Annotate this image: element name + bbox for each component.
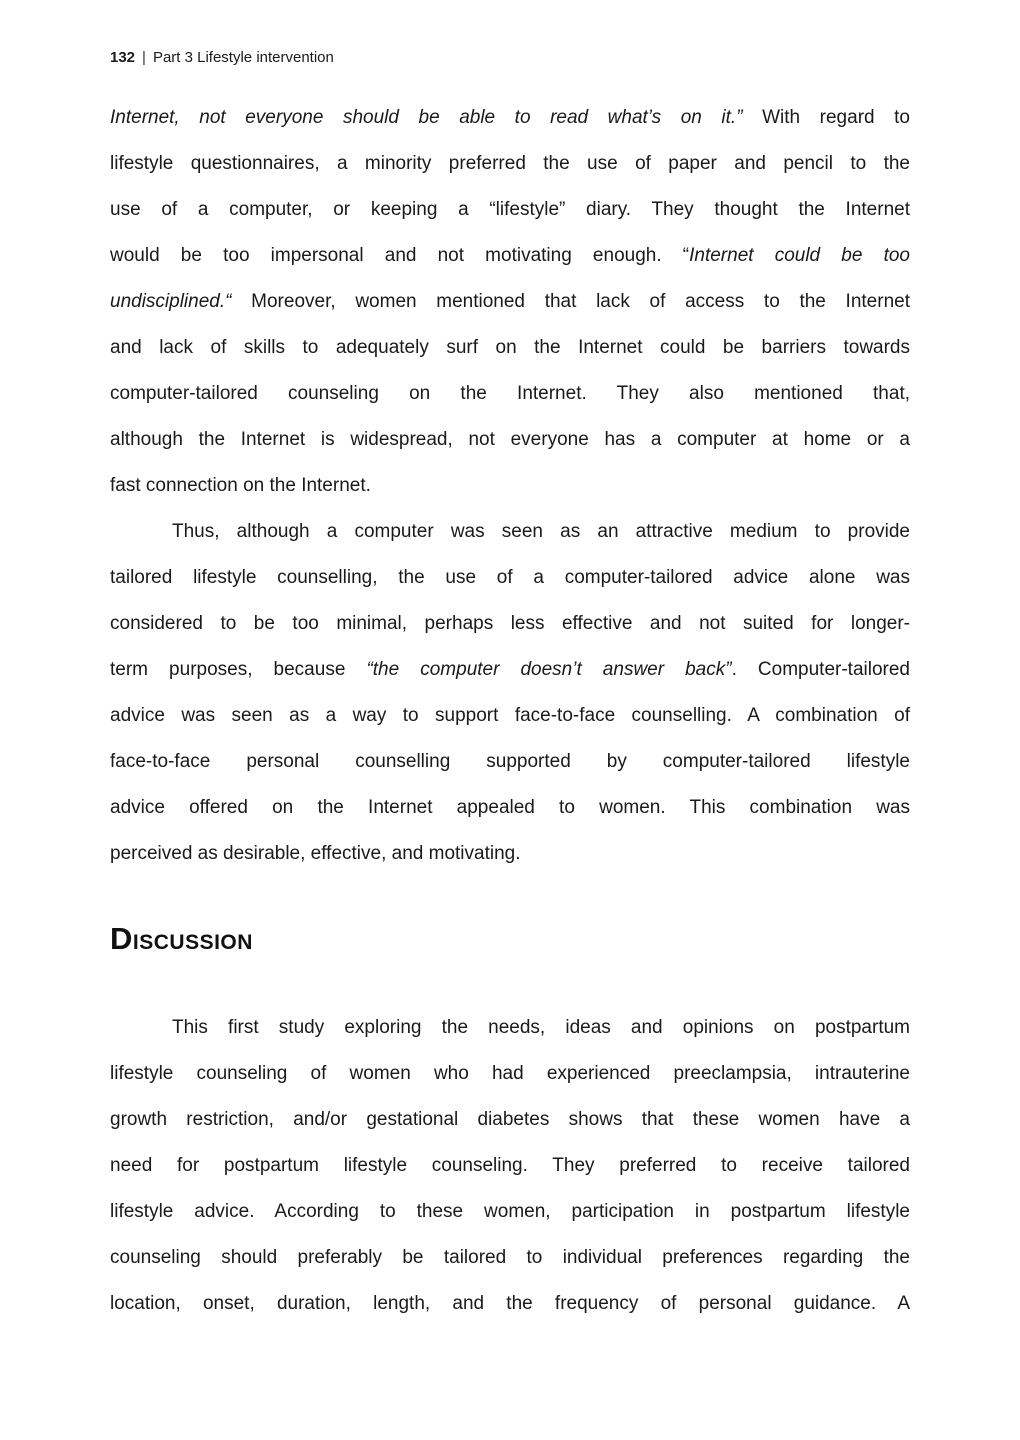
section-heading xyxy=(110,923,910,961)
body-text-segment: tailored lifestyle counselling, the use of a computer-tailored advice alone was xyxy=(110,567,910,588)
paragraphs-after-heading xyxy=(110,1005,910,1327)
body-text-segment: With regard to xyxy=(742,107,910,128)
body-text-segment: although the Internet is widespread, not everyone has a computer at home or a xyxy=(110,429,910,450)
text-line xyxy=(110,187,910,233)
text-line xyxy=(110,1189,910,1235)
text-line xyxy=(110,417,910,463)
body-text-segment: would be too impersonal and not motivating enough. “ xyxy=(110,245,690,266)
body-text-segment: perceived as desirable, effective, and motivating. xyxy=(110,843,521,864)
body-text-segment: Moreover, women mentioned that lack of access to the Internet xyxy=(231,291,910,312)
page-header xyxy=(110,48,334,68)
text-line xyxy=(110,325,910,371)
body-text-segment: growth restriction, and/or gestational diabetes shows that these women have a xyxy=(110,1109,910,1130)
body-text-segment: and lack of skills to adequately surf on the Internet could be barriers towards xyxy=(110,337,910,358)
text-line xyxy=(110,233,910,279)
text-line xyxy=(110,1281,910,1327)
body-text-segment: fast connection on the Internet. xyxy=(110,475,371,496)
quoted-italic-text: “the computer doesn’t answer back” xyxy=(366,659,732,680)
document-body xyxy=(110,95,910,1327)
paragraph-2 xyxy=(110,509,910,877)
paragraph-1 xyxy=(110,95,910,509)
page-number: 132 xyxy=(110,49,136,66)
text-line xyxy=(110,647,910,693)
text-line xyxy=(110,785,910,831)
text-line xyxy=(110,371,910,417)
body-text-segment: term purposes, because xyxy=(110,659,367,680)
quoted-italic-text: undisciplined.“ xyxy=(110,291,232,312)
header-title: Part 3 Lifestyle intervention xyxy=(152,49,334,66)
body-text-segment: computer-tailored counseling on the Internet. They also mentioned that, xyxy=(110,383,910,404)
section-heading-rest: ISCUSSION xyxy=(132,931,253,954)
body-text-segment: considered to be too minimal, perhaps less effective and not suited for longer- xyxy=(110,613,910,634)
text-line xyxy=(110,1235,910,1281)
text-line xyxy=(110,509,910,555)
body-text-segment: counseling should preferably be tailored to individual preferences regarding the xyxy=(110,1247,910,1268)
body-text-segment: lifestyle counseling of women who had experienced preeclampsia, intrauterine xyxy=(110,1063,910,1084)
text-line xyxy=(110,1051,910,1097)
text-line xyxy=(110,141,910,187)
body-text-segment: Thus, although a computer was seen as an attractive medium to provide xyxy=(172,521,910,542)
text-line xyxy=(110,463,910,509)
body-text-segment: face-to-face personal counselling supported by computer-tailored lifestyle xyxy=(110,751,910,772)
text-line xyxy=(110,95,910,141)
text-line xyxy=(110,739,910,785)
header-separator: | xyxy=(142,49,146,66)
body-text-segment: need for postpartum lifestyle counseling. They preferred to receive tailored xyxy=(110,1155,910,1176)
body-text-segment: use of a computer, or keeping a “lifestyle” diary. They thought the Internet xyxy=(110,199,910,220)
text-line xyxy=(110,601,910,647)
body-text-segment: lifestyle questionnaires, a minority preferred the use of paper and pencil to the xyxy=(110,153,910,174)
text-line xyxy=(110,831,910,877)
text-line xyxy=(110,1005,910,1051)
paragraph-3 xyxy=(110,1005,910,1327)
body-text-segment: location, onset, duration, length, and the frequency of personal guidance. A xyxy=(110,1293,910,1314)
paragraphs-before-heading xyxy=(110,95,910,877)
text-line xyxy=(110,693,910,739)
quoted-italic-text: Internet, not everyone should be able to read what’s on it.” xyxy=(110,107,743,128)
quoted-italic-text: Internet could be too xyxy=(689,245,910,266)
body-text-segment: This first study exploring the needs, ideas and opinions on postpartum xyxy=(172,1017,910,1038)
text-line xyxy=(110,1097,910,1143)
section-heading-initial: D xyxy=(110,921,133,956)
body-text-segment: advice offered on the Internet appealed to women. This combination was xyxy=(110,797,910,818)
text-line xyxy=(110,1143,910,1189)
text-line xyxy=(110,555,910,601)
text-line xyxy=(110,279,910,325)
body-text-segment: . Computer-tailored xyxy=(731,659,910,680)
body-text-segment: lifestyle advice. According to these women, participation in postpartum lifestyle xyxy=(110,1201,910,1222)
body-text-segment: advice was seen as a way to support face-to-face counselling. A combination of xyxy=(110,705,910,726)
